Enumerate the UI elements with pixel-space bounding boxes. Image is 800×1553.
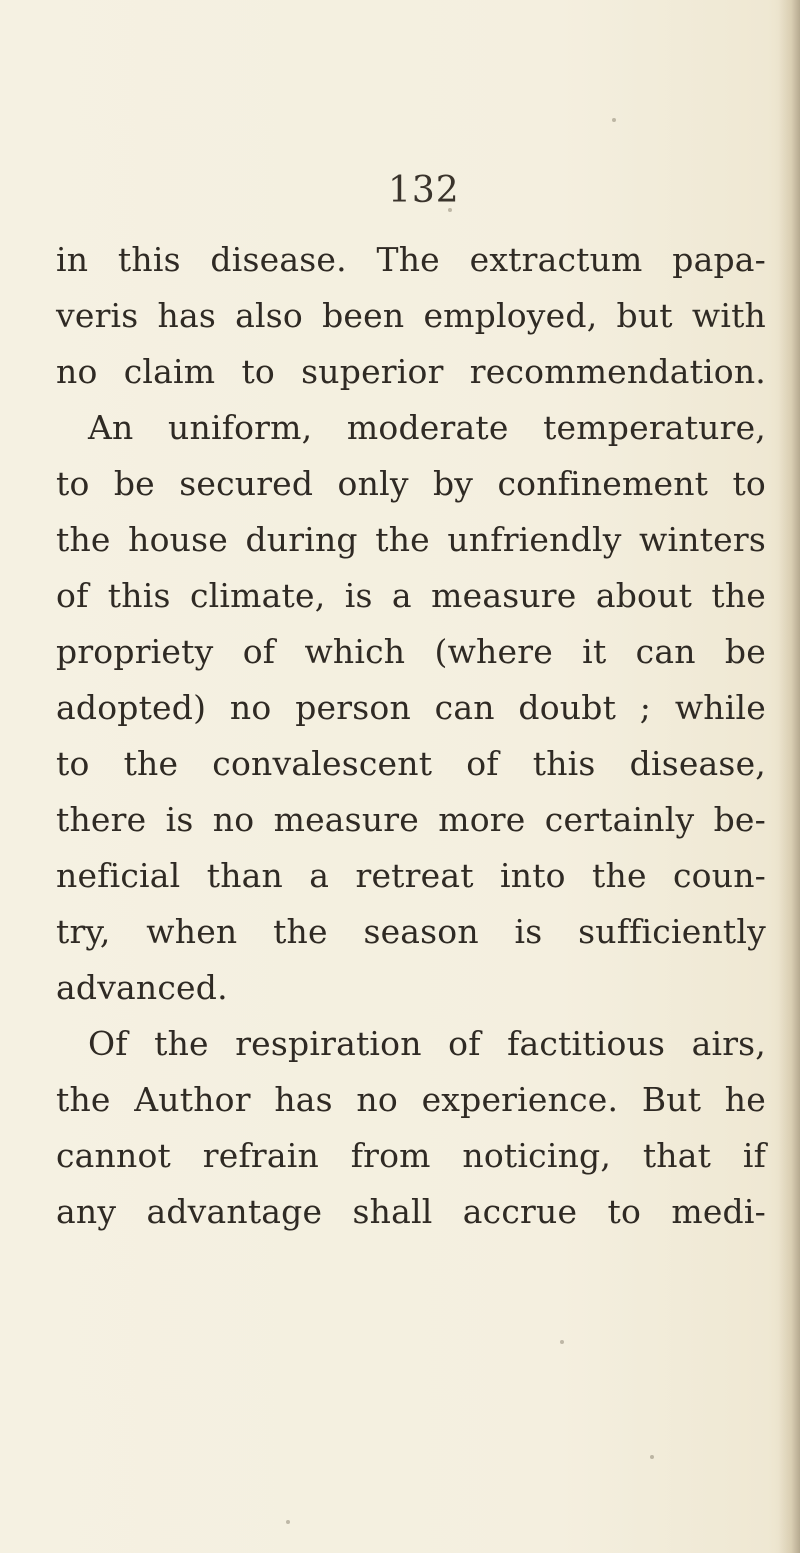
text-line: to the convalescent of this disease, — [56, 744, 766, 783]
paper-speck — [560, 1340, 564, 1344]
paper-speck — [650, 1455, 654, 1459]
paper-speck — [612, 118, 616, 122]
page-edge-shadow — [778, 0, 800, 1553]
text-line: propriety of which (where it can be — [56, 632, 766, 671]
text-line: advanced. — [56, 968, 228, 1007]
text-line: try, when the season is sufficiently — [56, 912, 766, 951]
text-line: there is no measure more certainly be- — [56, 800, 766, 839]
text-line: cannot refrain from noticing, that if — [56, 1136, 766, 1175]
text-line: the Author has no experience. But he — [56, 1080, 766, 1119]
text-line: to be secured only by confinement to — [56, 464, 766, 503]
paper-speck — [448, 208, 452, 212]
text-line: the house during the unfriendly winters — [56, 520, 766, 559]
text-line: adopted) no person can doubt ; while — [56, 688, 766, 727]
text-line: no claim to superior recommendation. — [56, 352, 766, 391]
text-line: neficial than a retreat into the coun- — [56, 856, 766, 895]
text-line: of this climate, is a measure about the — [56, 576, 766, 615]
paper-speck — [286, 1520, 290, 1524]
text-line: in this disease. The extractum papa- — [56, 240, 766, 279]
text-line: An uniform, moderate temperature, — [88, 408, 766, 447]
page-number: 132 — [388, 170, 460, 211]
text-line: veris has also been employed, but with — [56, 296, 766, 335]
body-text — [56, 232, 766, 1240]
text-line: Of the respiration of factitious airs, — [88, 1024, 766, 1063]
text-line: any advantage shall accrue to medi- — [56, 1192, 766, 1231]
